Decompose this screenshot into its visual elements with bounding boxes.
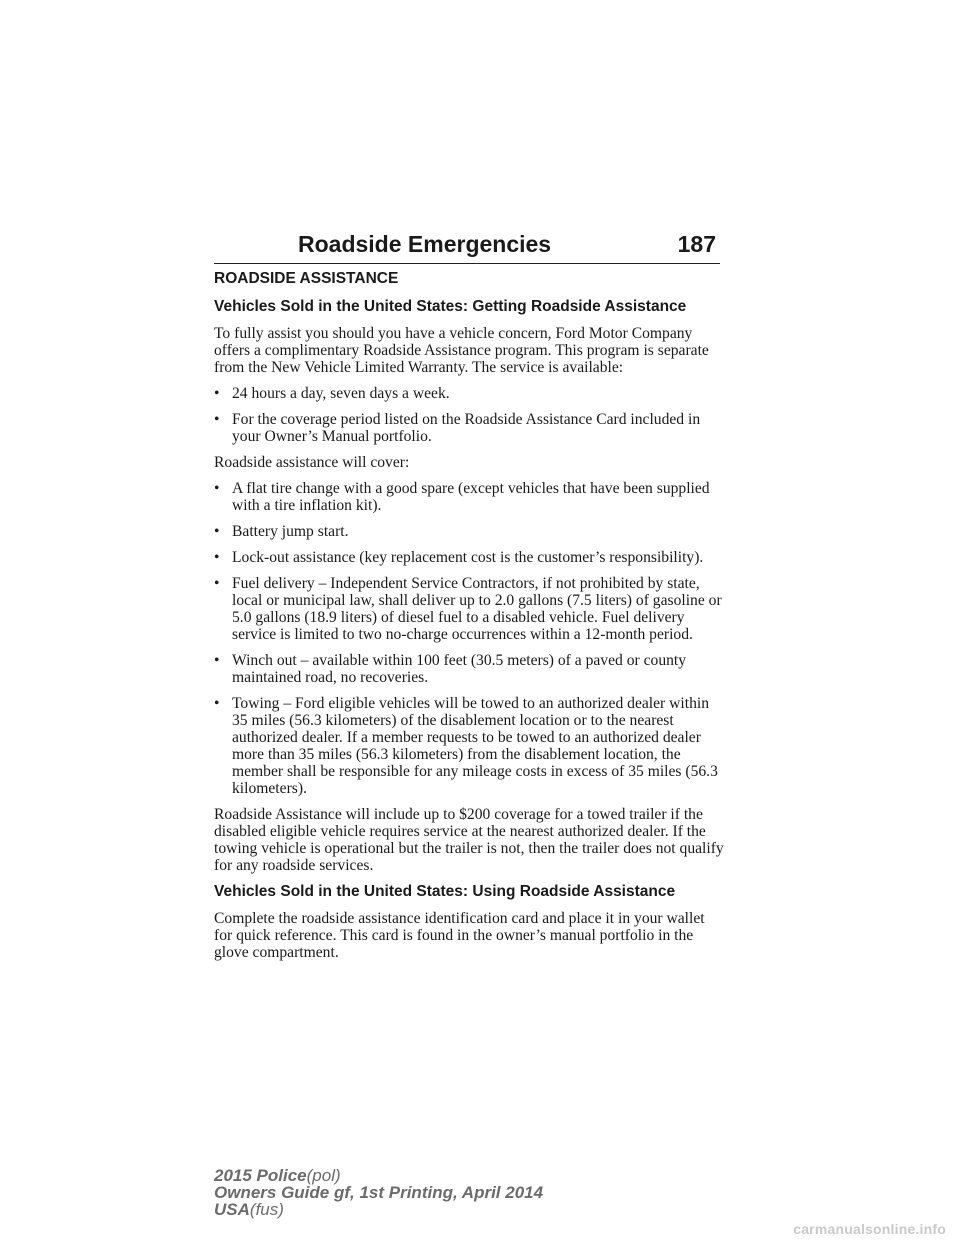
trailer-paragraph: Roadside Assistance will include up to $200 coverage for a towed trailer if the disabled eligible vehicle requires service at the nearest authorized dealer. If the towing vehicle is operational but the trailer is not, then the trailer does not qualify for any roadside services. <box>214 806 724 874</box>
bullet-icon: • <box>214 411 220 428</box>
page-body <box>214 270 724 970</box>
list-item: • For the coverage period listed on the Roadside Assistance Card included in your Owner’s Manual portfolio. <box>214 411 701 445</box>
list-item: • Battery jump start. <box>214 523 349 540</box>
footer-line-model: 2015 Police(pol) <box>214 1166 341 1185</box>
subsection-title-using: Vehicles Sold in the United States: Using Roadside Assistance <box>214 883 676 900</box>
list-item: • Winch out – available within 100 feet (30.5 meters) of a paved or county maintained road, no recoveries. <box>214 652 687 686</box>
bullet-icon: • <box>214 523 220 540</box>
coverage-intro: Roadside assistance will cover: <box>214 454 410 471</box>
list-item: • Fuel delivery – Independent Service Contractors, if not prohibited by state, local or municipal law, shall deliver up to 2.0 gallons (7.5 liters) of gasoline or 5.0 gallons (18.9 liters) of diesel fuel to a disabled vehicle. Fuel delivery service is limited to two no-charge occurrences within a 12-month period. <box>214 575 722 643</box>
chapter-title: Roadside Emergencies <box>298 231 552 257</box>
bullet-icon: • <box>214 549 220 566</box>
page-number: 187 <box>677 231 716 257</box>
subsection-title-getting: Vehicles Sold in the United States: Getting Roadside Assistance <box>214 298 687 315</box>
footer-line-guide: Owners Guide gf, 1st Printing, April 2014 <box>214 1183 544 1202</box>
list-item: • 24 hours a day, seven days a week. <box>214 385 450 402</box>
bullet-icon: • <box>214 695 220 712</box>
list-item: • Lock-out assistance (key replacement cost is the customer’s responsibility). <box>214 549 704 566</box>
footer-line-market: USA(fus) <box>214 1200 284 1219</box>
availability-list <box>214 385 724 445</box>
print-footer <box>214 1167 543 1218</box>
bullet-icon: • <box>214 652 220 669</box>
bullet-icon: • <box>214 575 220 592</box>
intro-paragraph: To fully assist you should you have a vehicle concern, Ford Motor Company offers a complimentary Roadside Assistance program. This program is separate from the New Vehicle Limited Warranty. The service is available: <box>214 325 709 376</box>
section-title: ROADSIDE ASSISTANCE <box>214 270 399 287</box>
page-header <box>214 229 720 264</box>
list-item: • A flat tire change with a good spare (except vehicles that have been supplied with a tire inflation kit). <box>214 480 710 514</box>
bullet-icon: • <box>214 385 220 402</box>
list-item: • Towing – Ford eligible vehicles will be towed to an authorized dealer within 35 miles (56.3 kilometers) of the disablement location or to the nearest authorized dealer. If a member requests to be towed to an authorized dealer more than 35 miles (56.3 kilometers) from the disablement location, the member shall be responsible for any mileage costs in excess of 35 miles (56.3 kilometers). <box>214 695 718 797</box>
coverage-list <box>214 480 724 797</box>
watermark-link[interactable]: carmanualsonline.info <box>793 1221 946 1237</box>
using-paragraph: Complete the roadside assistance identification card and place it in your wallet for quick reference. This card is found in the owner’s manual portfolio in the glove compartment. <box>214 910 705 961</box>
bullet-icon: • <box>214 480 220 497</box>
